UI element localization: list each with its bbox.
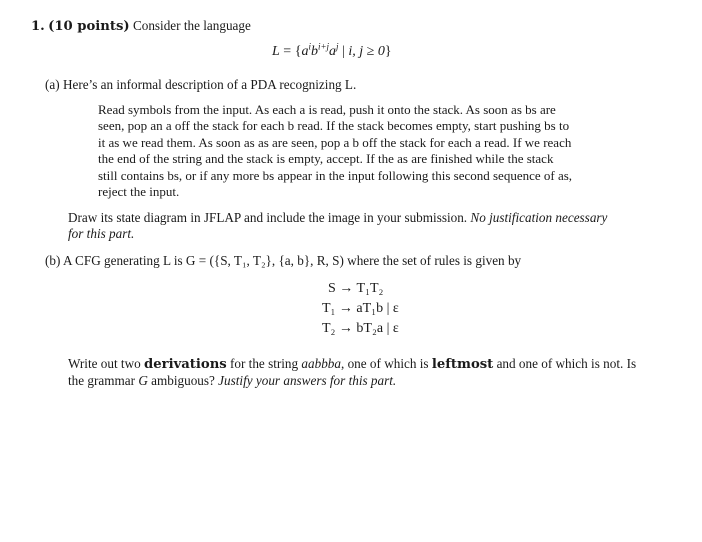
question-justify: Justify your answers for this part.	[218, 373, 397, 388]
question-text: Write out two	[68, 356, 141, 371]
part-a-instruction	[68, 210, 607, 226]
question-text: , one of which is	[340, 356, 429, 371]
question-text: the grammar	[68, 373, 136, 388]
description-line: Read symbols from the input. As each a is read, push it onto the stack. As soon as bs are	[98, 102, 556, 117]
pda-description	[98, 102, 631, 200]
problem-points: (10 points)	[48, 19, 130, 34]
question-text: ambiguous?	[151, 373, 215, 388]
grammar-rule: T₁ → aT₁b | ε	[322, 301, 399, 316]
description-line: the end of the string and the stack is empty, accept. If the as are finished while the stack	[98, 151, 554, 167]
question-text: for the string	[230, 356, 299, 371]
grammar-rule: S → T₁T₂	[328, 281, 384, 296]
grammar-rule: T₂ → bT₂a | ε	[322, 321, 399, 336]
equals-sign: =	[283, 44, 292, 59]
part-b-question-line2	[68, 373, 396, 389]
question-bold-leftmost: leftmost	[431, 357, 494, 372]
instruction-text: Draw its state diagram in JFLAP and include the image in your submission.	[68, 210, 468, 225]
set-close-brace: }	[384, 44, 392, 59]
part-b-intro-line	[45, 253, 521, 269]
question-text: and one of which is not. Is	[496, 356, 637, 371]
instruction-note: No justification necessary	[470, 210, 608, 225]
part-b-question-line1	[68, 356, 636, 372]
description-line: seen, pop an a off the stack for each b read. If the stack becomes empty, start pushing bs to	[98, 118, 570, 134]
language-symbol: L	[272, 44, 280, 59]
language-definition: $L = \{a^ib^{i+j}a^j$ | i, j ≥ 0}	[272, 41, 392, 59]
set-open-brace: {	[294, 44, 302, 59]
part-a-label: (a)	[45, 77, 60, 92]
description-line: still contains bs, or if any more bs appear in the input following this second sequence of as,	[98, 167, 573, 183]
part-b-intro: A CFG generating L is G = ({S, T₁, T₂}, {a, b}, R, S) where the set of rules is given by	[62, 253, 522, 268]
set-condition: i, j ≥ 0	[348, 44, 385, 59]
question-bold-derivations: derivations	[144, 357, 227, 372]
part-a-intro: Here’s an informal description of a PDA recognizing L.	[62, 77, 357, 92]
problem-header	[31, 18, 251, 34]
part-a-intro-line	[45, 77, 356, 93]
description-line: reject the input.	[98, 184, 180, 200]
instruction-note-cont: for this part.	[68, 226, 135, 241]
part-b-label: (b)	[45, 253, 61, 268]
problem-number: 1.	[31, 19, 45, 34]
problem-intro: Consider the language	[132, 18, 251, 33]
question-grammar-symbol: G	[138, 373, 148, 388]
question-string: aabbba	[301, 356, 341, 371]
description-line: it as we read them. As soon as as are seen, pop a b off the stack for each a read. If we reach	[98, 134, 572, 150]
